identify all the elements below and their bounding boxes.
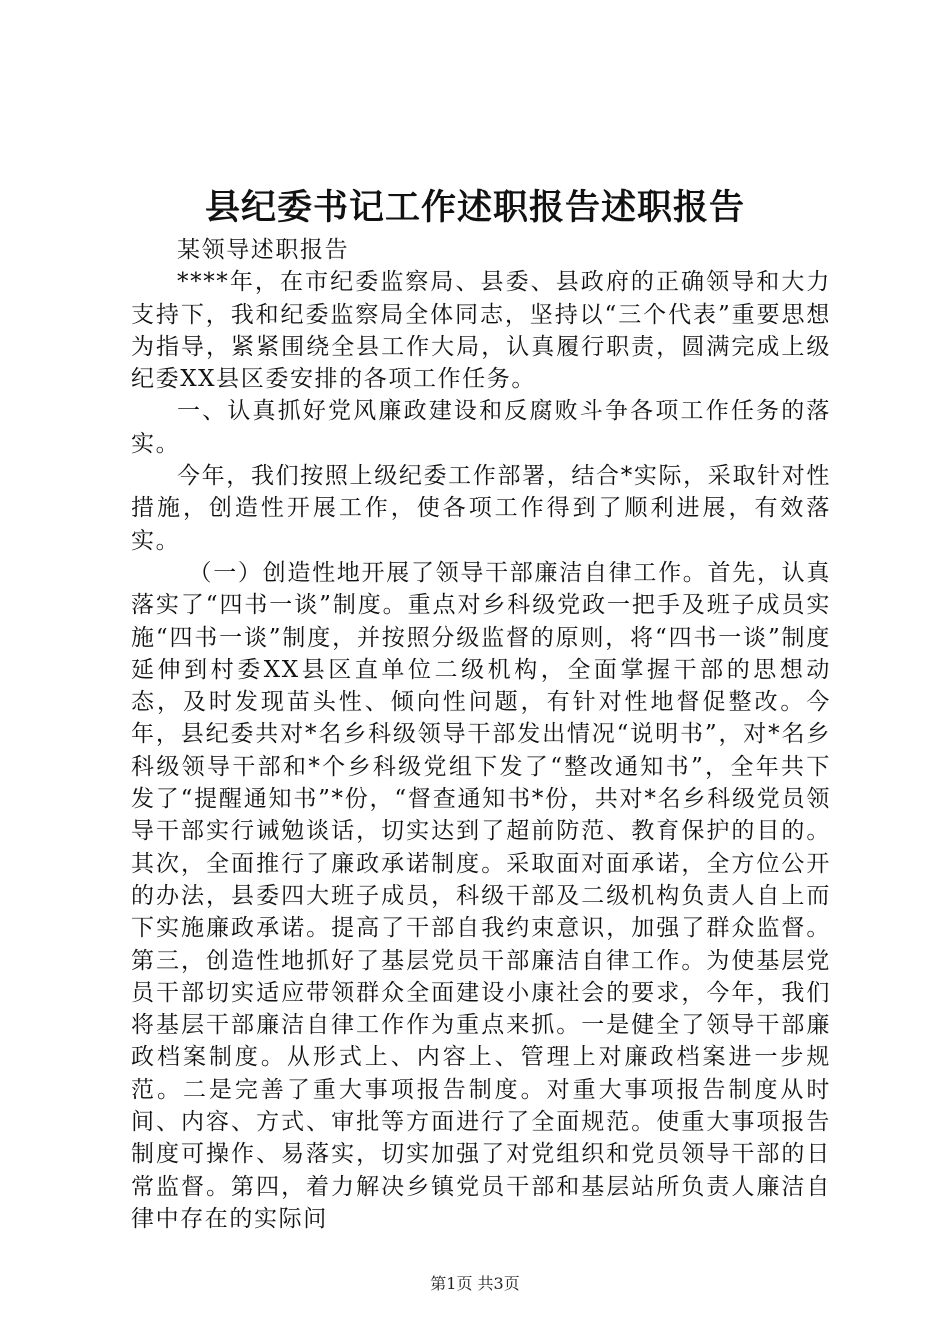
paragraph-intro: ****年，在市纪委监察局、县委、县政府的正确领导和大力支持下，我和纪委监察局全体同志，坚持以“三个代表”重要思想为指导，紧紧围绕全县工作大局，认真履行职责，圆满完成上级纪委XX县区委安排的各项工作任务。 xyxy=(131,269,831,393)
paragraph-section-heading: 一、认真抓好党风廉政建设和反腐败斗争各项工作任务的落实。 xyxy=(131,398,831,457)
paragraph-subsection-one: （一）创造性地开展了领导干部廉洁自律工作。首先，认真落实了“四书一谈”制度。重点对乡科级党政一把手及班子成员实施“四书一谈”制度，并按照分级监督的原则，将“四书一谈”制度延伸到村委XX县区直单位二级机构，全面掌握干部的思想动态，及时发现苗头性、倾向性问题，有针对性地督促整改。今年，县纪委共对*名乡科级领导干部发出情况“说明书”，对*名乡科级领导干部和*个乡科级党组下发了“整改通知书”，全年共下发了“提醒通知书”*份，“督查通知书*份，共对*名乡科级党员领导干部实行诫勉谈话，切实达到了超前防范、教育保护的目的。其次，全面推行了廉政承诺制度。采取面对面承诺，全方位公开的办法，县委四大班子成员，科级干部及二级机构负责人自上而下实施廉政承诺。提高了干部自我约束意识，加强了群众监督。第三，创造性地抓好了基层党员干部廉洁自律工作。为使基层党员干部切实适应带领群众全面建设小康社会的要求，今年，我们将基层干部廉洁自律工作作为重点来抓。一是健全了领导干部廉政档案制度。从形式上、内容上、管理上对廉政档案进一步规范。二是完善了重大事项报告制度。对重大事项报告制度从时间、内容、方式、审批等方面进行了全面规范。使重大事项报告制度可操作、易落实，切实加强了对党组织和党员领导干部的日常监督。第四，着力解决乡镇党员干部和基层站所负责人廉洁自律中存在的实际问 xyxy=(131,559,831,1232)
paragraph-subtitle: 某领导述职报告 xyxy=(177,237,350,263)
page-footer: 第1页 共3页 xyxy=(430,1274,520,1293)
document-body xyxy=(131,234,831,1235)
paragraph-overview: 今年，我们按照上级纪委工作部署，结合*实际，采取针对性措施，创造性开展工作，使各项工作得到了顺利进展，有效落实。 xyxy=(131,463,831,554)
document-title: 县纪委书记工作述职报告述职报告 xyxy=(204,187,745,228)
